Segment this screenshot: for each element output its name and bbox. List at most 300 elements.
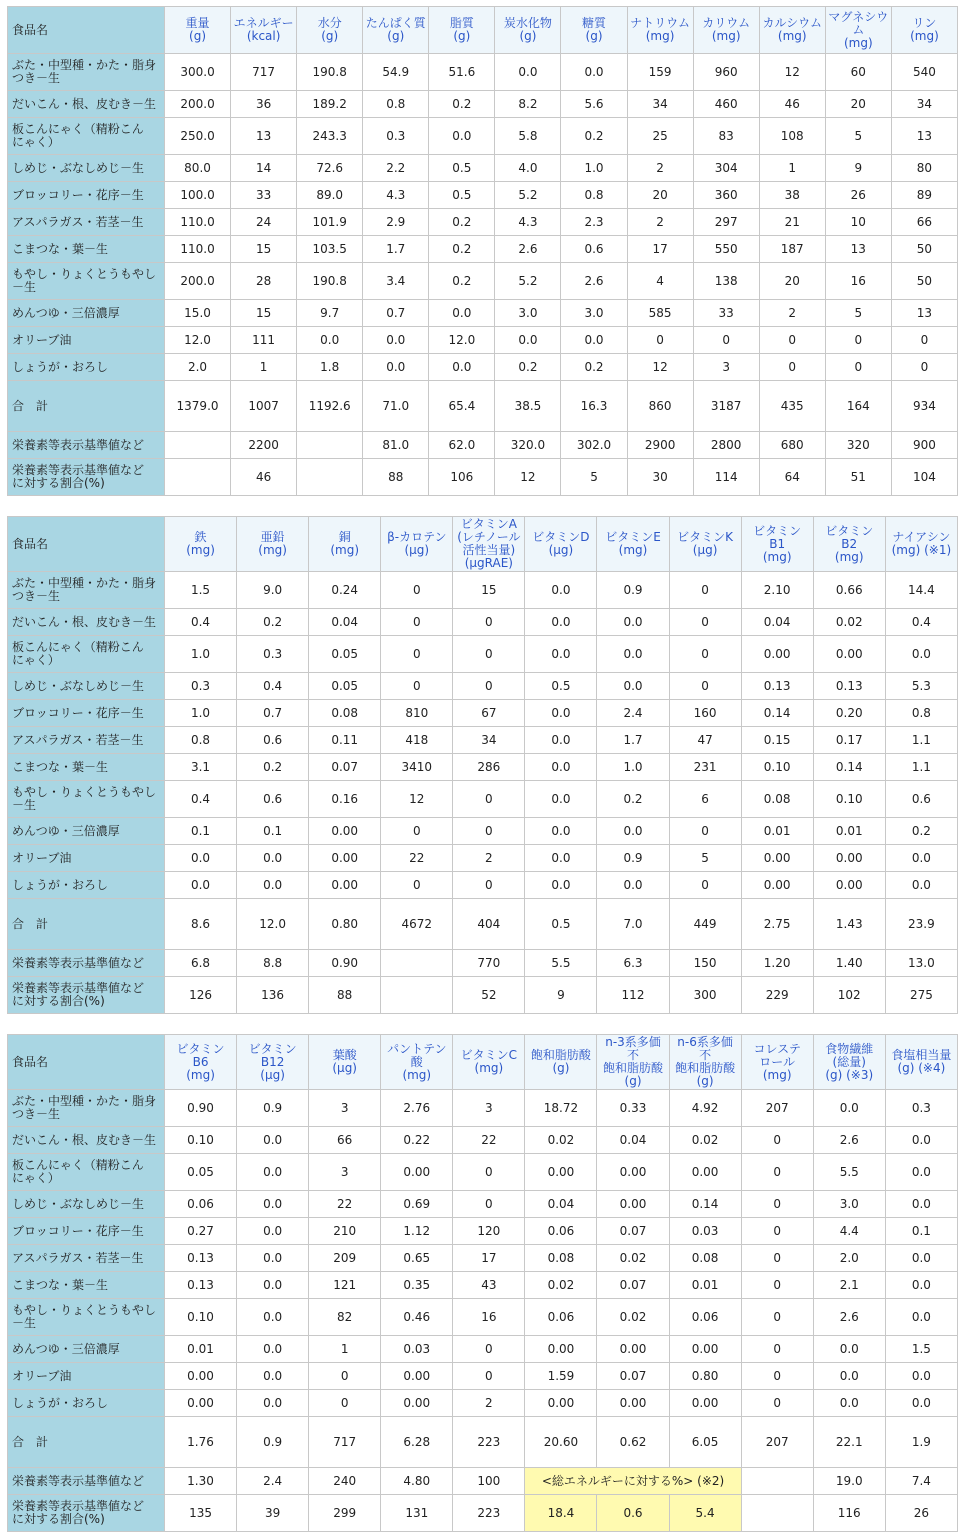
table-cell: 0.20 [813,700,885,727]
cell-text-line: 食塩相当量 [891,1048,952,1062]
cell-text-line: (mg) [186,1067,215,1082]
table-cell: 9 [525,977,597,1014]
food-row [8,673,958,700]
table-cell: 54.9 [363,54,429,91]
table-cell: 189.2 [297,91,363,118]
table-cell: 1.43 [813,899,885,950]
cell-text-line: ナイアシン [892,530,951,544]
food-row [8,1245,958,1272]
table-cell: 0.2 [429,236,495,263]
table-cell: 0.00 [381,1363,453,1390]
cell-text-line: (g) [519,29,537,43]
table-cell: 0.02 [525,1272,597,1299]
table-cell: 80.0 [165,155,231,182]
table-cell: 0.13 [813,673,885,700]
table-cell: 0.0 [525,636,597,673]
table-cell: 5 [825,300,891,327]
table-cell: 1.8 [297,354,363,381]
cell-text-line: ビタミンA [460,517,517,531]
cell-text-line: にゃく） [12,653,60,667]
cell-text-line: (g) [585,29,603,43]
table-cell: 0.06 [525,1218,597,1245]
table-cell [165,432,231,459]
table-cell: 1.40 [813,950,885,977]
table-cell: 3.0 [561,300,627,327]
table-cell: 229 [741,977,813,1014]
table-cell: 299 [309,1495,381,1532]
food-row [8,1154,958,1191]
table-cell: 0.0 [885,845,957,872]
cell-text-line: 飽和脂肪酸 [675,1061,736,1075]
table-cell: 0.14 [669,1191,741,1218]
table-cell: 0 [741,1363,813,1390]
table-cell: 0.0 [885,636,957,673]
table-cell: 1.0 [561,155,627,182]
column-header [741,517,813,572]
table-cell: 28 [231,263,297,300]
table-cell: 900 [891,432,957,459]
table-cell: 15.0 [165,300,231,327]
cell-text-line: たんぱく質 [365,16,426,30]
cell-text-line: コレステ [753,1041,801,1056]
column-header [669,1035,741,1090]
table-cell: 110.0 [165,209,231,236]
table-cell: 0.01 [741,818,813,845]
table-cell: 0.0 [525,727,597,754]
table-cell: 7.0 [597,899,669,950]
table-cell: 0.0 [813,1336,885,1363]
table-cell: 0.4 [885,609,957,636]
table-cell: 304 [693,155,759,182]
row-header [8,1299,165,1336]
table-cell: 0.0 [561,327,627,354]
table-cell: 17 [627,236,693,263]
table-cell: 2.3 [561,209,627,236]
table-cell: 1.1 [885,727,957,754]
cell-text-line: エネルギー [233,16,294,30]
table-cell: 131 [381,1495,453,1532]
table-cell: 0.0 [297,327,363,354]
column-header [597,517,669,572]
table-cell: 5 [825,118,891,155]
table-cell: 4.80 [381,1468,453,1495]
table-cell: 13 [231,118,297,155]
table-cell: 0 [381,636,453,673]
column-header [453,517,525,572]
table-cell: 2.2 [363,155,429,182]
table-cell: 30 [627,459,693,496]
table-cell: 0.8 [165,727,237,754]
cell-text-line: ビタミンK [677,530,734,544]
table-cell: 12.0 [429,327,495,354]
row-header [8,432,165,459]
column-header [237,1035,309,1090]
table-cell: 14.4 [885,572,957,609]
column-header [813,517,885,572]
table-cell: 0.0 [597,872,669,899]
food-row [8,1191,958,1218]
table-cell: 5.4 [669,1495,741,1532]
table-cell: 12.0 [165,327,231,354]
table-cell: 51 [825,459,891,496]
table-cell: 0 [309,1390,381,1417]
cell-text-line: ム [852,22,865,37]
table-cell: 1.20 [741,950,813,977]
table-cell: 26 [885,1495,957,1532]
table-cell: 1.30 [165,1468,237,1495]
table-cell: 550 [693,236,759,263]
table-cell [297,459,363,496]
table-cell: 0.00 [669,1336,741,1363]
table-cell: 4 [627,263,693,300]
ratio-row [8,459,958,496]
table-cell: 0.00 [741,845,813,872]
table-cell: 15 [453,572,525,609]
cell-text-line: (μg) [260,1067,285,1082]
food-row [8,209,958,236]
table-cell: 2.4 [237,1468,309,1495]
table-cell: 1.1 [885,754,957,781]
cell-text-line: 栄養素等表示基準値など [12,463,145,477]
column-header [381,1035,453,1090]
table-cell: 0.13 [165,1272,237,1299]
table-cell: 0.0 [237,1191,309,1218]
row-header: 合 計 [8,899,165,950]
total-row [8,899,958,950]
cell-text-line: (mg) [777,29,807,43]
table-cell: 0.62 [597,1417,669,1468]
table-cell: 0.0 [429,118,495,155]
standard-row [8,1468,958,1495]
table-cell: 81.0 [363,432,429,459]
table-cell: 0.6 [237,781,309,818]
table-cell: 0.5 [525,673,597,700]
table-cell: 2900 [627,432,693,459]
cell-text-line: (g) [624,1074,642,1088]
cell-text-line: (μg) [548,543,574,557]
table-cell: 0.0 [885,1363,957,1390]
table-cell: 0.0 [237,1127,309,1154]
cell-text-line: つき－生 [12,1107,61,1121]
table-cell: 12 [495,459,561,496]
cell-text-line: n-6系多価不 [677,1035,733,1062]
table-cell: 3 [309,1090,381,1127]
table-cell: 0.0 [597,818,669,845]
row-header [8,91,165,118]
table-cell: 0.90 [165,1090,237,1127]
food-row [8,572,958,609]
table-cell: 0.0 [237,1154,309,1191]
cell-text-line: 栄養素等表示基準値など [12,437,145,452]
cell-text-line: 脂質 [449,16,474,30]
standard-row [8,432,958,459]
food-row [8,118,958,155]
cell-text-line: (mg) [330,543,360,557]
table-cell: 1.7 [597,727,669,754]
table-cell: 0.0 [597,636,669,673]
table-cell: 0.1 [165,818,237,845]
column-header [381,517,453,572]
table-cell: 243.3 [297,118,363,155]
table-cell: 160 [669,700,741,727]
cell-text-line: しょうが・おろし [12,877,109,892]
column-header [693,7,759,54]
table-cell: 100 [453,1468,525,1495]
cell-text-line: 栄養素等表示基準値など [12,955,145,970]
table-cell: 0.00 [525,1154,597,1191]
cell-text-line: ロール [759,1054,796,1069]
table-cell: 22 [381,845,453,872]
cell-text-line: こまつな・葉－生 [12,759,109,774]
table-cell: 0.07 [309,754,381,781]
table-cell: 111 [231,327,297,354]
table-cell: 0.8 [363,91,429,118]
column-header [561,7,627,54]
row-header [8,118,165,155]
table-cell: 0.2 [237,609,309,636]
cell-text-line: 栄養素等表示基準値など [12,1473,145,1488]
cell-text-line: 板こんにゃく（精粉こん [12,122,144,136]
table-cell: 0 [741,1390,813,1417]
row-header [8,754,165,781]
table-cell [741,1468,813,1495]
column-header [453,1035,525,1090]
table-cell: 47 [669,727,741,754]
table-cell: 20 [759,263,825,300]
table-cell: 66 [309,1127,381,1154]
table-cell: 0.00 [597,1390,669,1417]
column-header [627,7,693,54]
table-cell: 207 [741,1090,813,1127]
table-cell: 4.3 [495,209,561,236]
table-cell: 0.00 [309,872,381,899]
row-header [8,1245,165,1272]
table-cell: 0.0 [885,1127,957,1154]
table-cell: 0.00 [741,872,813,899]
row-header [8,781,165,818]
table-cell: 6.05 [669,1417,741,1468]
column-header-food-name: 食品名 [8,1035,165,1090]
cell-text-line: 水分 [317,16,342,30]
cell-text-line: ブロッコリー・花序－生 [12,187,144,202]
column-header [759,7,825,54]
cell-text-line: －生 [12,280,37,294]
table-cell: 0.2 [561,118,627,155]
table-cell: 302.0 [561,432,627,459]
row-header [8,1468,165,1495]
table-cell: 0.02 [597,1245,669,1272]
cell-text-line: しめじ・ぶなしめじ－生 [12,678,145,693]
table-cell: 0.0 [237,1336,309,1363]
cell-text-line: n-3系多価不 [605,1035,661,1062]
table-cell: 2200 [231,432,297,459]
table-cell: 0.90 [309,950,381,977]
row-header [8,1363,165,1390]
table-cell: 0.01 [669,1272,741,1299]
table-cell: 0.6 [237,727,309,754]
cell-text-line: ナトリウム [630,16,691,30]
cell-text-line: (g) [552,1061,570,1075]
nutrition-table-3 [7,1034,958,1532]
table-cell: 80 [891,155,957,182]
table-cell: 2.10 [741,572,813,609]
table-cell: 860 [627,381,693,432]
cell-text-line: (mg) (※1) [891,543,952,557]
food-row [8,700,958,727]
table-cell: 82 [309,1299,381,1336]
table-cell: 0.04 [525,1191,597,1218]
table-cell: 0.6 [885,781,957,818]
table-cell: 2 [453,845,525,872]
table-cell: 23.9 [885,899,957,950]
row-header [8,818,165,845]
nutrition-table-2 [7,516,958,1014]
table-cell: 1.5 [885,1336,957,1363]
cell-text-line: 栄養素等表示基準値など [12,981,145,995]
table-cell: 934 [891,381,957,432]
table-cell: 135 [165,1495,237,1532]
food-row [8,609,958,636]
table-cell: 0.0 [885,872,957,899]
table-cell: 297 [693,209,759,236]
header-row [8,517,958,572]
table-cell: 1 [759,155,825,182]
table-cell: 275 [885,977,957,1014]
table-cell: 0 [381,609,453,636]
table-cell: 9.7 [297,300,363,327]
table-cell: 83 [693,118,759,155]
table-cell: 0.11 [309,727,381,754]
table-cell: 190.8 [297,263,363,300]
cell-text-line: (mg) [843,35,873,50]
table-cell: 0.0 [525,572,597,609]
row-header [8,236,165,263]
table-cell: 8.2 [495,91,561,118]
row-header [8,263,165,300]
table-cell: 0.80 [309,899,381,950]
table-cell: 0.65 [381,1245,453,1272]
table-cell [297,432,363,459]
row-header [8,54,165,91]
cell-text-line: ぶた・中型種・かた・脂身 [12,1094,157,1108]
table-cell: 0.0 [429,300,495,327]
table-cell: 5.5 [813,1154,885,1191]
table-cell: 0.0 [885,1245,957,1272]
cell-text-line: －生 [12,798,37,812]
row-header [8,977,165,1014]
table-cell: 0.00 [813,636,885,673]
row-header [8,950,165,977]
cell-text-line: にゃく） [12,1171,60,1185]
table-cell: 0.00 [309,845,381,872]
table-cell: 8.8 [237,950,309,977]
table-cell: 3.0 [495,300,561,327]
column-header [297,7,363,54]
table-cell: 810 [381,700,453,727]
table-cell: 0.01 [165,1336,237,1363]
table-cell: 770 [453,950,525,977]
table-cell: 0.9 [237,1417,309,1468]
table-cell: 0.03 [381,1336,453,1363]
table-cell: 0.0 [525,781,597,818]
cell-text-line: しょうが・おろし [12,359,109,374]
table-cell: 0 [453,673,525,700]
table-cell: 3 [693,354,759,381]
table-cell: 0.4 [237,673,309,700]
table-cell: 5 [669,845,741,872]
table-cell: 3 [309,1154,381,1191]
row-header [8,673,165,700]
table-cell: 0 [825,327,891,354]
table-cell: 0.0 [813,1390,885,1417]
table-cell: 0.00 [525,1336,597,1363]
row-header [8,1336,165,1363]
table-cell: 12 [627,354,693,381]
table-cell: 5.2 [495,182,561,209]
cell-text-line: めんつゆ・三倍濃厚 [12,305,120,320]
column-header [309,517,381,572]
column-header [429,7,495,54]
table-cell: 0.16 [309,781,381,818]
table-cell: 0.46 [381,1299,453,1336]
column-header [165,1035,237,1090]
row-header [8,1390,165,1417]
table-cell: 17 [453,1245,525,1272]
table-cell: 0.0 [525,700,597,727]
table-cell: 0.69 [381,1191,453,1218]
table-cell: 46 [759,91,825,118]
table-cell: 0.00 [813,872,885,899]
food-row [8,354,958,381]
table-cell: 0 [381,673,453,700]
table-cell: 1.9 [885,1417,957,1468]
table-cell: 2.6 [561,263,627,300]
table-cell: 0 [453,1363,525,1390]
cell-text-line: アスパラガス・若茎－生 [12,732,144,747]
table-cell: 64 [759,459,825,496]
row-header: 合 計 [8,381,165,432]
cell-text-line: ブロッコリー・花序－生 [12,705,144,720]
cell-text-line: に対する割合(%) [12,994,105,1008]
cell-text-line: だいこん・根、皮むき－生 [12,614,157,629]
table-cell: 6 [669,781,741,818]
table-cell: 0.0 [525,818,597,845]
cell-text-line: 亜鉛 [260,530,285,544]
table-cell: 0.00 [165,1390,237,1417]
table-cell [741,1495,813,1532]
row-header [8,872,165,899]
table-cell: 0 [891,327,957,354]
table-cell: 16.3 [561,381,627,432]
cell-text-line: カリウム [702,16,751,30]
table-cell: 0.06 [165,1191,237,1218]
table-cell: 0.66 [813,572,885,609]
column-header [363,7,429,54]
table-cell: 0.00 [381,1390,453,1417]
cell-text-line: ぶた・中型種・かた・脂身 [12,58,157,72]
table-cell: 4.4 [813,1218,885,1245]
table-cell: 22 [309,1191,381,1218]
table-cell: 0.27 [165,1218,237,1245]
food-row [8,1127,958,1154]
table-cell: 120 [453,1218,525,1245]
table-cell: 0 [741,1218,813,1245]
table-cell: 4.3 [363,182,429,209]
table-cell: 0 [669,572,741,609]
column-header [597,1035,669,1090]
table-cell: 0 [741,1245,813,1272]
table-cell: 3410 [381,754,453,781]
